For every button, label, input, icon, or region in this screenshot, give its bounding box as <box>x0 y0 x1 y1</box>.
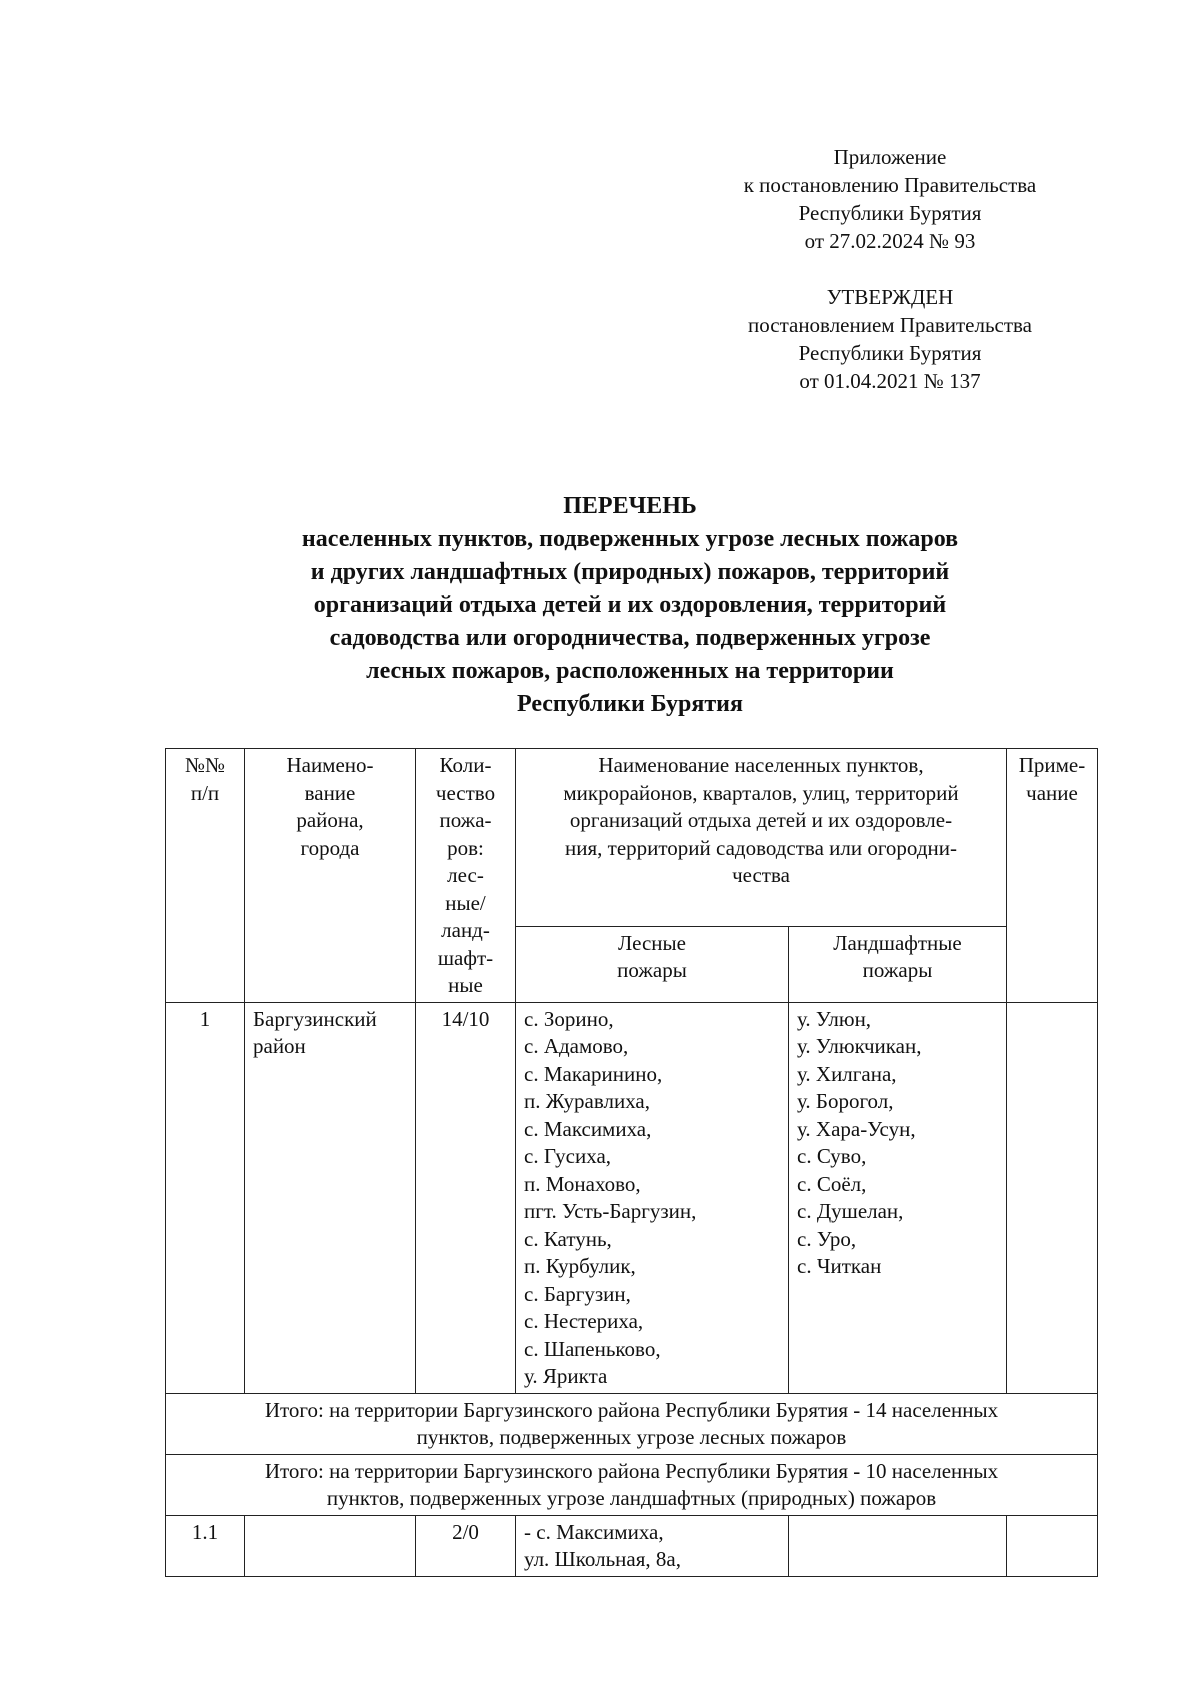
text-line: вание <box>304 780 356 805</box>
appendix-block <box>700 143 1080 255</box>
text-line: лес- <box>447 863 484 887</box>
text-line: пунктов, подверженных угрозе лесных пожаров <box>416 1425 847 1449</box>
text-line: ные/ <box>445 890 486 915</box>
text-line: лесных пожаров, расположенных на территории <box>366 658 894 684</box>
text-line: организаций отдыха детей и их оздоровле- <box>569 808 953 832</box>
text-line: ул. Школьная, 8а, <box>524 1547 681 1571</box>
text-line: район <box>253 1034 306 1058</box>
text-line: Лесные <box>618 930 686 955</box>
text-line: Итого: на территории Баргузинского района Республики Бурятия - 14 населенных <box>264 1397 999 1422</box>
text-line: Приме- <box>1018 753 1086 777</box>
header-landscape-fires <box>789 926 1007 1002</box>
text-line: ров: <box>447 835 484 860</box>
total-forest-fires <box>166 1393 1098 1454</box>
text-line: пожары <box>862 958 933 983</box>
text-line: населенных пунктов, подверженных угрозе лесных пожаров <box>301 526 959 552</box>
text-line: с. Адамово, <box>524 1034 629 1058</box>
text-line: п/п <box>190 780 220 805</box>
text-line: у. Борогол, <box>797 1089 894 1113</box>
row-fire-count: 14/10 <box>416 1002 516 1393</box>
header-district <box>245 749 416 1003</box>
text-line: с. Уро, <box>797 1226 857 1251</box>
text-line: пожа- <box>439 808 492 832</box>
total-landscape-fires <box>166 1454 1098 1515</box>
text-line: чество <box>435 780 496 805</box>
text-line: п. Монахово, <box>524 1171 641 1196</box>
header-forest-fires <box>516 926 789 1002</box>
text-line: организаций отдыха детей и их оздоровления, территорий <box>313 592 947 618</box>
text-line: у. Хара-Усун, <box>797 1116 916 1141</box>
text-line: у. Улюкчикан, <box>797 1034 922 1058</box>
text-line: Республики Бурятия <box>798 341 982 365</box>
text-line: с. Читкан <box>797 1254 882 1278</box>
text-line: с. Соёл, <box>797 1171 867 1196</box>
header-number <box>166 749 245 1003</box>
text-line: с. Шапеньково, <box>524 1336 661 1361</box>
text-line: чества <box>732 863 790 887</box>
text-line: Приложение <box>833 145 947 169</box>
text-line: пожары <box>617 958 687 983</box>
text-line: у. Улюн, <box>797 1006 872 1031</box>
text-line: Республики Бурятия <box>798 201 982 225</box>
text-line: пгт. Усть-Баргузин, <box>524 1199 697 1223</box>
row-fire-count: 2/0 <box>416 1515 516 1576</box>
table-header-row <box>166 749 1098 927</box>
text-line: с. Макаринино, <box>524 1061 663 1086</box>
row-number: 1 <box>166 1002 245 1393</box>
text-line: Итого: на территории Баргузинского района Республики Бурятия - 10 населенных <box>264 1458 999 1483</box>
header-note <box>1007 749 1098 1003</box>
row-district <box>245 1002 416 1393</box>
text-line: с. Гусиха, <box>524 1144 612 1168</box>
text-line: Ландшафтные <box>833 930 962 955</box>
text-line: у. Хилгана, <box>797 1061 897 1086</box>
approval-stamp-block <box>700 283 1080 395</box>
row-note <box>1007 1002 1098 1393</box>
row-forest-list <box>516 1002 789 1393</box>
text-line: с. Катунь, <box>524 1226 612 1251</box>
text-line: города <box>300 835 360 860</box>
text-line: ния, территорий садоводства или огородни- <box>565 835 957 860</box>
text-line: к постановлению Правительства <box>743 173 1037 197</box>
text-line: пунктов, подверженных угрозе ландшафтных (природных) пожаров <box>326 1486 937 1510</box>
text-line: от 27.02.2024 № 93 <box>804 229 976 253</box>
text-line: с. Баргузин, <box>524 1281 631 1306</box>
text-line: микрорайонов, кварталов, улиц, территорий <box>563 780 959 805</box>
row-district <box>245 1515 416 1576</box>
text-line: шафт- <box>437 945 494 970</box>
text-line: Наимено- <box>286 753 374 777</box>
text-line: с. Максимиха, <box>524 1116 652 1141</box>
row-landscape-list <box>789 1515 1007 1576</box>
text-line: Республики Бурятия <box>516 691 743 717</box>
text-line: Коли- <box>439 753 492 777</box>
text-line: с. Душелан, <box>797 1199 904 1223</box>
text-line: чание <box>1026 780 1078 805</box>
text-line: Баргузинский <box>253 1006 377 1031</box>
table-row <box>166 1515 1098 1576</box>
header-names <box>516 749 1007 927</box>
text-line: №№ <box>184 753 226 777</box>
text-line: ные <box>448 973 483 997</box>
text-line: и других ландшафтных (природных) пожаров, территорий <box>310 559 950 585</box>
total-row <box>166 1454 1098 1515</box>
text-line: Наименование населенных пунктов, <box>598 753 924 777</box>
text-line: района, <box>296 808 364 832</box>
table-row <box>166 1002 1098 1393</box>
text-line: - с. Максимиха, <box>524 1519 664 1544</box>
text-line: п. Журавлиха, <box>524 1089 650 1113</box>
text-line: ланд- <box>441 918 490 942</box>
total-row <box>166 1393 1098 1454</box>
header-fire-count <box>416 749 516 1003</box>
text-line: садоводства или огородничества, подверженных угрозе <box>329 625 931 651</box>
title-subtitle <box>150 523 1110 721</box>
text-line: с. Нестериха, <box>524 1309 644 1333</box>
row-landscape-list <box>789 1002 1007 1393</box>
text-line: у. Ярикта <box>524 1364 608 1388</box>
text-line: с. Суво, <box>797 1144 867 1168</box>
row-forest-list <box>516 1515 789 1576</box>
title-heading: ПЕРЕЧЕНЬ <box>563 493 697 519</box>
row-number: 1.1 <box>166 1515 245 1576</box>
text-line: с. Зорино, <box>524 1006 614 1031</box>
document-title <box>150 490 1110 721</box>
text-line: постановлением Правительства <box>747 313 1032 337</box>
text-line: от 01.04.2021 № 137 <box>799 369 981 393</box>
row-note <box>1007 1515 1098 1576</box>
text-line: УТВЕРЖДЕН <box>826 285 954 309</box>
settlements-table <box>165 748 1098 1577</box>
text-line: п. Курбулик, <box>524 1254 636 1278</box>
